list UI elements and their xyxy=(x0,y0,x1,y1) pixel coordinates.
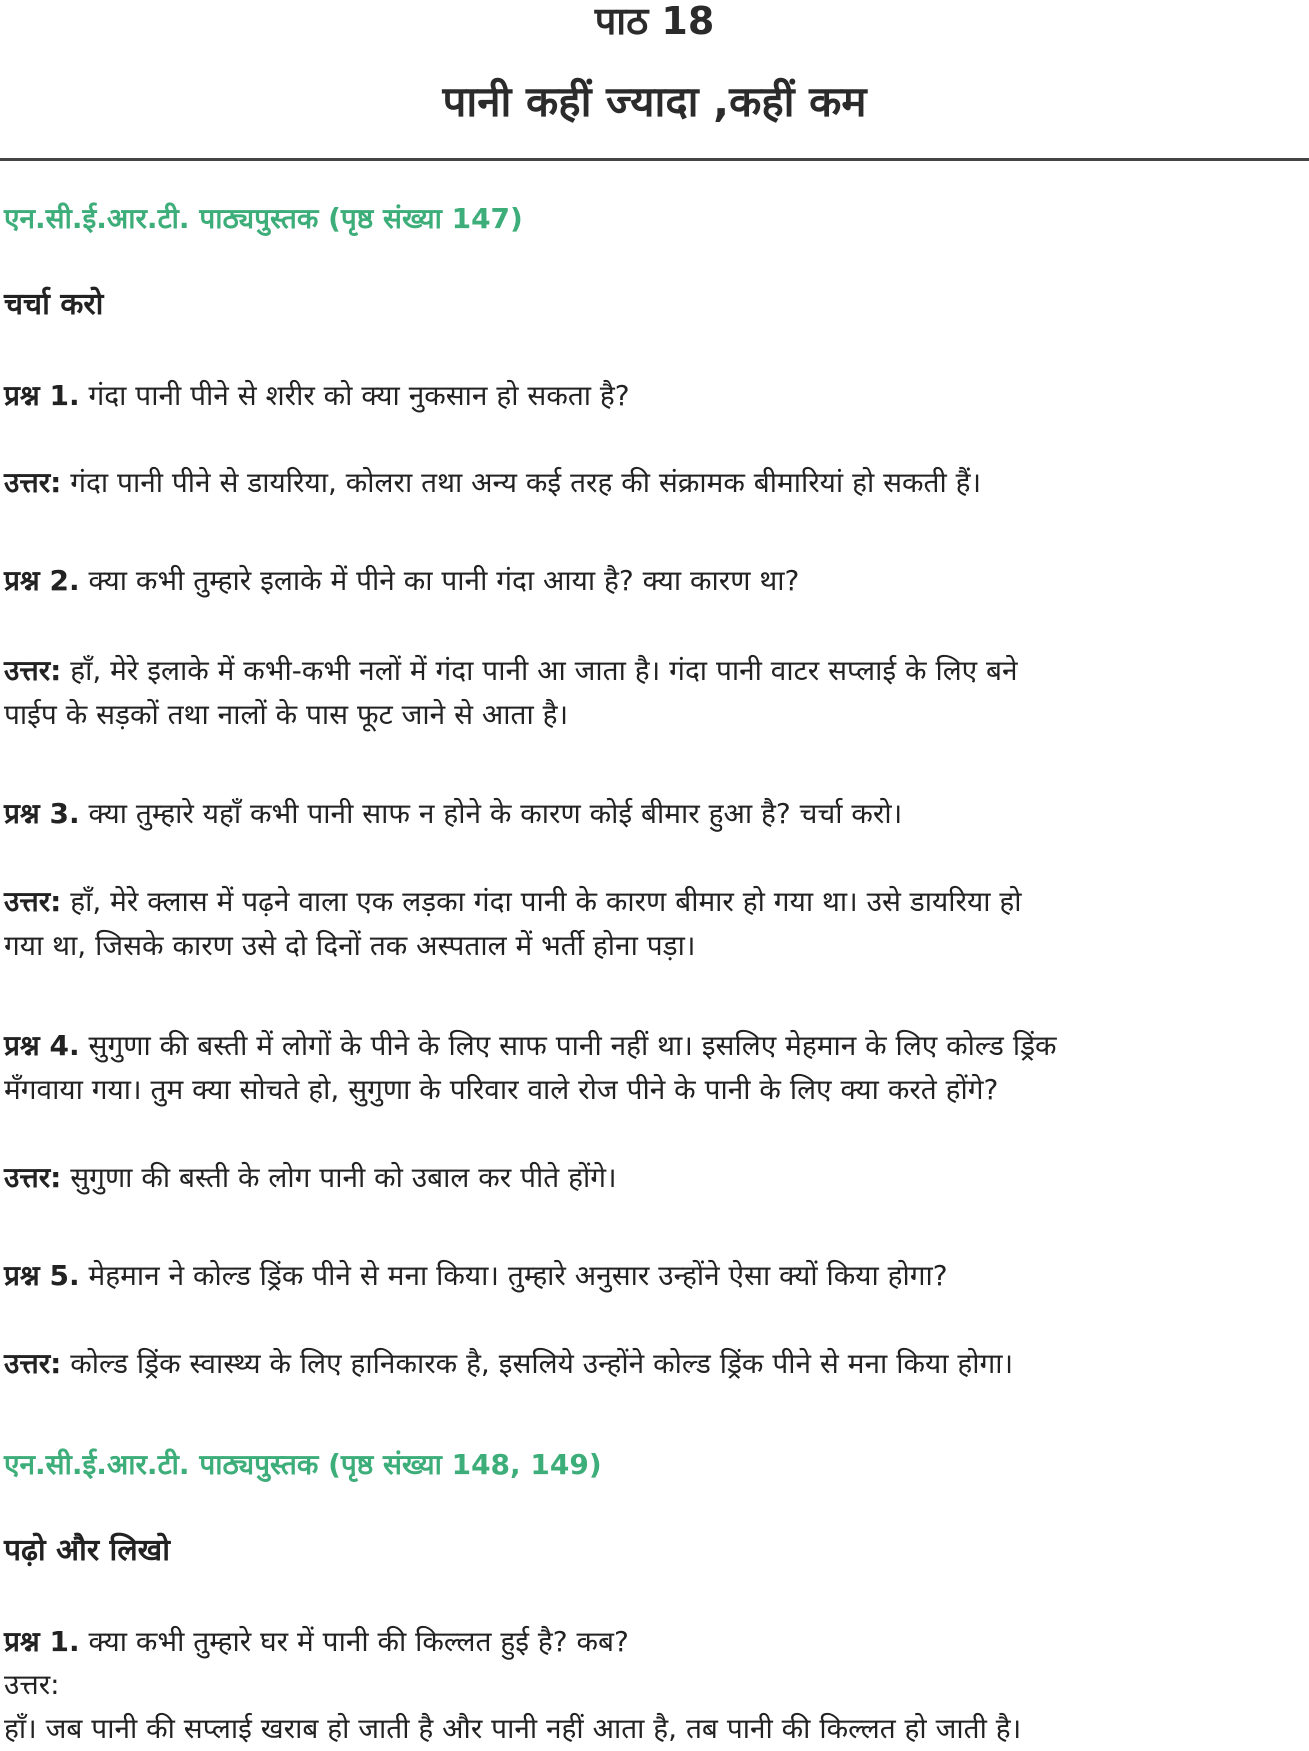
section-heading: पढ़ो और लिखो xyxy=(4,1533,170,1568)
answer: उत्तर: गंदा पानी पीने से डायरिया, कोलरा तथा अन्य कई तरह की संक्रामक बीमारियां हो सकती हैं। xyxy=(4,466,982,499)
question: प्रश्न 1. गंदा पानी पीने से शरीर को क्या नुकसान हो सकता है? xyxy=(4,379,630,412)
answer: उत्तर: हाँ, मेरे क्लास में पढ़ने वाला एक लड़का गंदा पानी के कारण बीमार हो गया था। उसे डायरिया हो गया था, जिसके कारण उसे दो दिनों तक अस्पताल में भर्ती होना पड़ा। xyxy=(4,885,1022,962)
answer: उत्तर: कोल्ड ड्रिंक स्वास्थ्य के लिए हानिकारक है, इसलिये उन्होंने कोल्ड ड्रिंक पीने से मना किया होगा। xyxy=(4,1347,1014,1380)
question: प्रश्न 5. मेहमान ने कोल्ड ड्रिंक पीने से मना किया। तुम्हारे अनुसार उन्होंने ऐसा क्यों किया होगा? xyxy=(4,1259,948,1292)
question: प्रश्न 3. क्या तुम्हारे यहाँ कभी पानी साफ न होने के कारण कोई बीमार हुआ है? चर्चा करो। xyxy=(4,797,903,830)
section-source: एन.सी.ई.आर.टी. पाठ्यपुस्तक (पृष्ठ संख्या 147) xyxy=(4,202,523,235)
question: प्रश्न 4. सुगुणा की बस्ती में लोगों के पीने के लिए साफ पानी नहीं था। इसलिए मेहमान के लिए कोल्ड ड्रिंक मँगवाया गया। तुम क्या सोचते हो, सुगुणा के परिवार वाले रोज पीने के पानी के लिए क्या करते होंगे? xyxy=(4,1029,1057,1106)
section-heading: चर्चा करो xyxy=(4,287,104,322)
question: प्रश्न 1. क्या कभी तुम्हारे घर में पानी की किल्लत हुई है? कब? xyxy=(4,1625,629,1658)
section-source: एन.सी.ई.आर.टी. पाठ्यपुस्तक (पृष्ठ संख्या 148, 149) xyxy=(4,1448,602,1481)
answer: उत्तर: हाँ, मेरे इलाके में कभी-कभी नलों में गंदा पानी आ जाता है। गंदा पानी वाटर सप्लाई के लिए बने पाईप के सड़कों तथा नालों के पास फूट जाने से आता है। xyxy=(4,654,1018,731)
divider xyxy=(0,158,1309,161)
answer-label: उत्तर: xyxy=(4,1668,60,1701)
question: प्रश्न 2. क्या कभी तुम्हारे इलाके में पीने का पानी गंदा आया है? क्या कारण था? xyxy=(4,564,800,597)
page-title: पानी कहीं ज्यादा ,कहीं कम xyxy=(442,77,867,126)
answer: उत्तर: सुगुणा की बस्ती के लोग पानी को उबाल कर पीते होंगे। xyxy=(4,1161,617,1194)
answer: हाँ। जब पानी की सप्लाई खराब हो जाती है और पानी नहीं आता है, तब पानी की किल्लत हो जाती है। xyxy=(4,1712,1022,1745)
lesson-number: पाठ 18 xyxy=(594,0,715,43)
